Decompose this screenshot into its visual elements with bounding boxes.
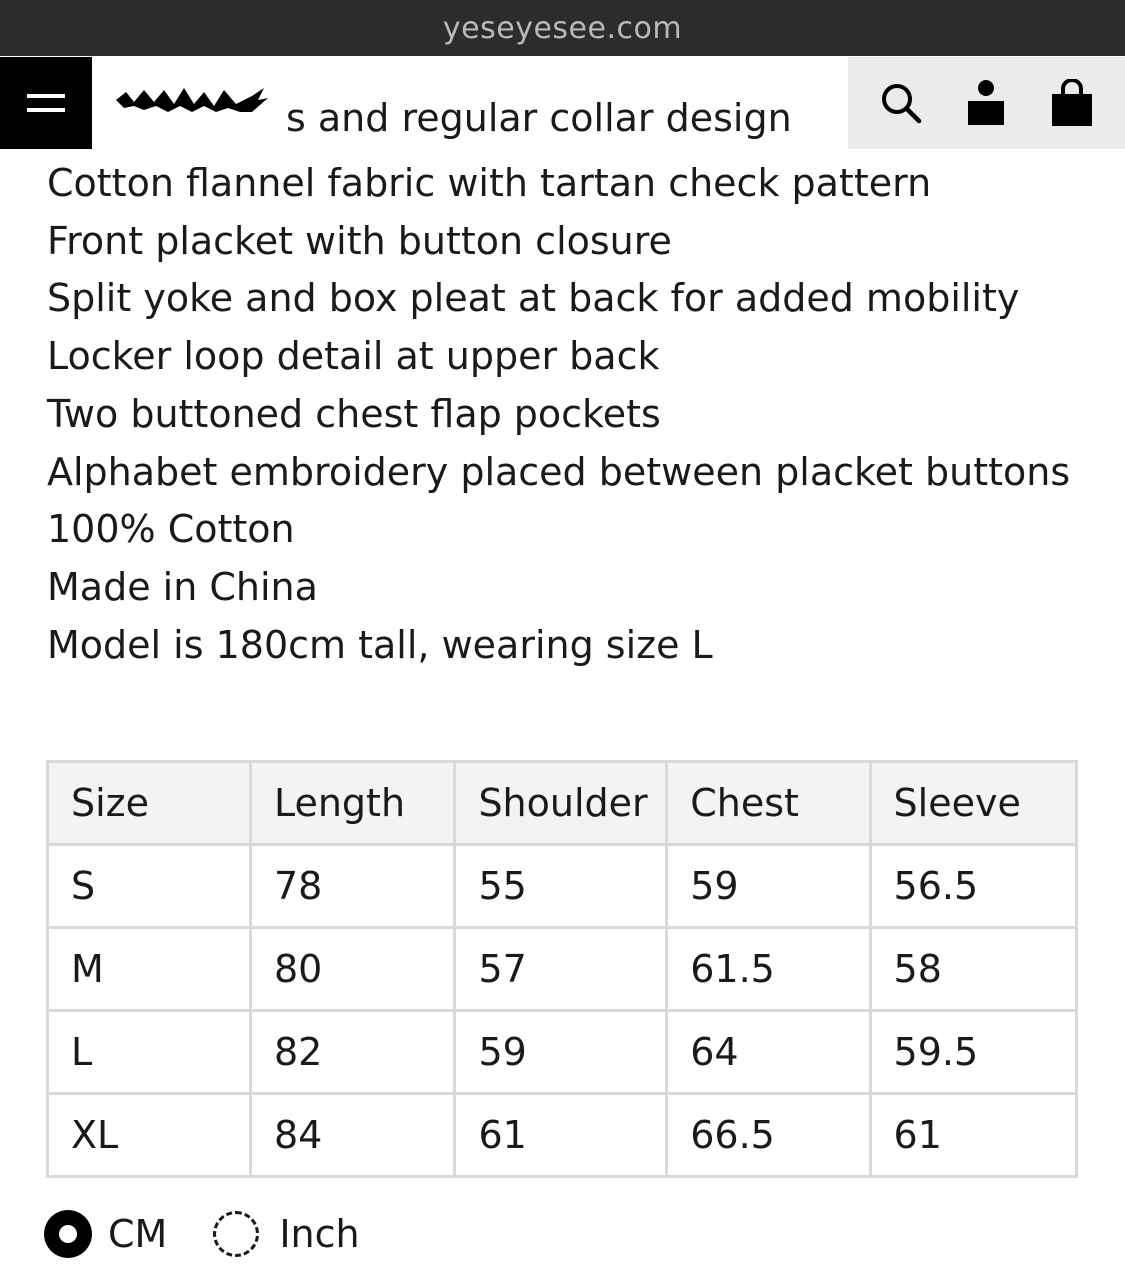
inch-radio-button[interactable] xyxy=(213,1211,259,1257)
table-cell: 57 xyxy=(455,928,667,1011)
url-text: yeseyesee.com xyxy=(442,10,683,46)
header-size: Size xyxy=(48,762,251,845)
table-row xyxy=(48,845,1077,928)
header-chest: Chest xyxy=(667,762,870,845)
product-details-list xyxy=(47,155,1107,674)
detail-line: 100% Cotton xyxy=(47,507,295,552)
detail-line: Alphabet embroidery placed between placket buttons xyxy=(47,449,1071,494)
brand-logo-icon[interactable] xyxy=(112,78,272,128)
table-row xyxy=(48,1011,1077,1094)
browser-url-bar[interactable] xyxy=(0,0,1125,56)
detail-line: Model is 180cm tall, wearing size L xyxy=(47,622,713,667)
table-cell: 61 xyxy=(870,1094,1076,1177)
table-cell: 61.5 xyxy=(667,928,870,1011)
table-cell: XL xyxy=(48,1094,251,1177)
detail-line: Two buttoned chest flap pockets xyxy=(47,391,661,436)
hamburger-menu-icon-bar xyxy=(27,108,65,112)
table-cell: 80 xyxy=(250,928,454,1011)
detail-line: Front placket with button closure xyxy=(47,218,672,263)
cm-radio-button[interactable] xyxy=(44,1210,92,1258)
table-cell: M xyxy=(48,928,251,1011)
radio-selected-dot xyxy=(59,1225,77,1243)
detail-line: Made in China xyxy=(47,564,318,609)
header-actions xyxy=(848,57,1125,149)
table-cell: 78 xyxy=(250,845,454,928)
table-cell: 59.5 xyxy=(870,1011,1076,1094)
inch-label[interactable]: Inch xyxy=(279,1212,360,1256)
search-icon[interactable] xyxy=(877,79,925,127)
table-cell: 59 xyxy=(667,845,870,928)
detail-line: Cotton flannel fabric with tartan check pattern xyxy=(47,161,932,205)
user-icon[interactable] xyxy=(962,79,1010,127)
header-length: Length xyxy=(250,762,454,845)
table-cell: 66.5 xyxy=(667,1094,870,1177)
unit-toggle xyxy=(44,1210,360,1258)
shopping-bag-icon[interactable] xyxy=(1048,79,1096,127)
hamburger-menu-button[interactable] xyxy=(0,57,92,149)
table-cell: 61 xyxy=(455,1094,667,1177)
detail-line: Split yoke and box pleat at back for added mobility xyxy=(47,276,1020,321)
header-sleeve: Sleeve xyxy=(870,762,1076,845)
size-chart-table xyxy=(46,760,1078,1178)
size-chart-header-row xyxy=(48,762,1077,845)
cm-label[interactable]: CM xyxy=(108,1212,168,1256)
table-cell: L xyxy=(48,1011,251,1094)
table-cell: 82 xyxy=(250,1011,454,1094)
table-cell: S xyxy=(48,845,251,928)
table-row xyxy=(48,928,1077,1011)
header-shoulder: Shoulder xyxy=(455,762,667,845)
table-row xyxy=(48,1094,1077,1177)
table-cell: 59 xyxy=(455,1011,667,1094)
hamburger-menu-icon xyxy=(27,94,65,98)
table-cell: 58 xyxy=(870,928,1076,1011)
description-partial-line: s and regular collar design xyxy=(286,96,792,140)
table-cell: 56.5 xyxy=(870,845,1076,928)
detail-line: Locker loop detail at upper back xyxy=(47,334,660,379)
table-cell: 55 xyxy=(455,845,667,928)
table-cell: 84 xyxy=(250,1094,454,1177)
table-cell: 64 xyxy=(667,1011,870,1094)
